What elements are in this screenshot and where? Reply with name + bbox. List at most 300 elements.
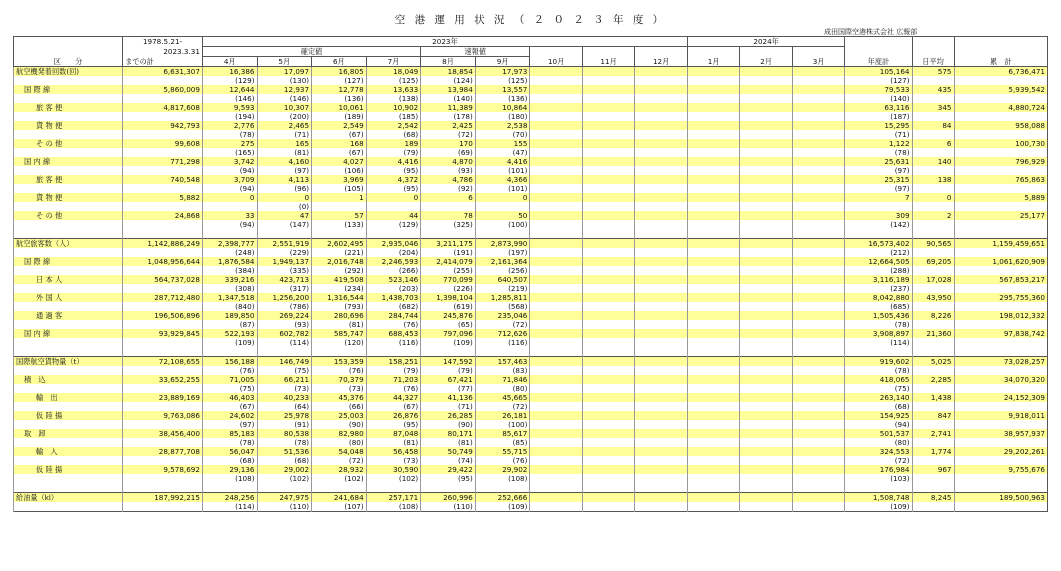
percent-row: [14, 502, 1048, 512]
month-value: [530, 447, 582, 456]
month-percent: [687, 284, 739, 293]
month-value: 55,715: [475, 447, 530, 456]
cum-blank: [123, 502, 203, 512]
month-value: [582, 257, 634, 266]
month-value: [740, 103, 792, 112]
month-percent: [792, 320, 844, 329]
month-percent: (197): [475, 248, 530, 257]
month-percent: (80): [475, 384, 530, 393]
total-blank: [954, 112, 1048, 121]
month-percent: (219): [475, 284, 530, 293]
month-value: [740, 121, 792, 130]
month-percent: [530, 184, 582, 193]
cum-before-value: 93,929,845: [123, 329, 203, 338]
month-value: [635, 311, 688, 320]
month-percent: [530, 248, 582, 257]
month-value: 71,005: [202, 375, 257, 384]
daily-avg-value: 6: [912, 139, 954, 148]
spacer-cell: [14, 483, 123, 493]
month-percent: [687, 112, 739, 121]
month-value: [530, 329, 582, 338]
month-percent: (146): [257, 94, 312, 103]
month-percent: (90): [312, 420, 367, 429]
header-row: [14, 47, 1048, 57]
month-percent: [530, 284, 582, 293]
month-percent: [582, 220, 634, 229]
month-percent: (136): [475, 94, 530, 103]
month-percent: [792, 474, 844, 483]
header-cum-range-start: 1978.5.21-: [123, 37, 203, 47]
month-percent: [792, 338, 844, 347]
month-percent: (129): [366, 220, 421, 229]
month-value: 770,099: [421, 275, 476, 284]
month-value: 3,211,175: [421, 239, 476, 249]
cum-blank: [123, 112, 203, 121]
month-percent: [635, 456, 688, 465]
month-percent: (234): [312, 284, 367, 293]
daily-avg-value: 2: [912, 211, 954, 220]
month-value: 26,181: [475, 411, 530, 420]
data-row: [14, 447, 1048, 456]
cum-before-value: 24,868: [123, 211, 203, 220]
avg-blank: [912, 474, 954, 483]
fy-total-value: 25,315: [845, 175, 912, 184]
month-value: [582, 121, 634, 130]
month-value: [582, 411, 634, 420]
month-percent: (165): [202, 148, 257, 157]
month-value: [687, 429, 739, 438]
month-value: 71,203: [366, 375, 421, 384]
cumulative-value: 97,838,742: [954, 329, 1048, 338]
header-avg-blank: [912, 47, 954, 57]
total-blank: [954, 302, 1048, 311]
month-value: 260,996: [421, 493, 476, 503]
month-percent: (91): [257, 420, 312, 429]
month-value: [687, 103, 739, 112]
daily-avg-value: 1,438: [912, 393, 954, 402]
month-percent: [687, 130, 739, 139]
month-percent: [635, 248, 688, 257]
percent-row: [14, 220, 1048, 229]
month-value: [740, 85, 792, 94]
month-value: 12,778: [312, 85, 367, 94]
cum-blank: [123, 266, 203, 275]
month-value: [530, 311, 582, 320]
month-value: 50,749: [421, 447, 476, 456]
month-value: [582, 239, 634, 249]
month-value: [635, 175, 688, 184]
month-value: 46,403: [202, 393, 257, 402]
cumulative-value: 4,880,724: [954, 103, 1048, 112]
month-value: [635, 447, 688, 456]
percent-row: [14, 248, 1048, 257]
header-blank: [740, 47, 792, 57]
month-percent: (619): [421, 302, 476, 311]
month-value: [740, 329, 792, 338]
month-percent: (81): [312, 320, 367, 329]
month-percent: [530, 384, 582, 393]
month-percent: (100): [475, 220, 530, 229]
month-value: [530, 411, 582, 420]
data-row: [14, 393, 1048, 402]
month-percent: [740, 76, 792, 85]
month-percent: (120): [312, 338, 367, 347]
fy-total-value: 418,065: [845, 375, 912, 384]
row-label-blank: [14, 402, 123, 411]
percent-row: [14, 184, 1048, 193]
spacer-cell: [912, 347, 954, 357]
month-value: [582, 329, 634, 338]
month-value: [792, 175, 844, 184]
month-percent: (76): [202, 366, 257, 375]
month-value: 66,211: [257, 375, 312, 384]
spacer-cell: [202, 483, 257, 493]
percent-row: [14, 474, 1048, 483]
total-blank: [954, 384, 1048, 393]
month-percent: (102): [312, 474, 367, 483]
month-value: [635, 275, 688, 284]
month-value: 2,414,079: [421, 257, 476, 266]
spacer-cell: [687, 229, 739, 239]
month-percent: (72): [475, 402, 530, 411]
month-value: [635, 493, 688, 503]
cum-before-value: 72,108,655: [123, 357, 203, 367]
percent-row: [14, 166, 1048, 175]
month-percent: [740, 184, 792, 193]
data-row: [14, 257, 1048, 266]
total-blank: [954, 248, 1048, 257]
data-row: [14, 411, 1048, 420]
fy-percent: (78): [845, 148, 912, 157]
fy-percent: (80): [845, 438, 912, 447]
row-label: そ の 他: [14, 139, 123, 148]
fy-total-value: 1,508,748: [845, 493, 912, 503]
month-percent: [530, 366, 582, 375]
cumulative-value: 73,028,257: [954, 357, 1048, 367]
month-percent: (114): [257, 338, 312, 347]
month-value: [635, 357, 688, 367]
avg-blank: [912, 502, 954, 512]
data-row: [14, 465, 1048, 474]
month-percent: [582, 248, 634, 257]
data-row: [14, 121, 1048, 130]
month-value: 585,747: [312, 329, 367, 338]
month-percent: [635, 130, 688, 139]
month-percent: [740, 366, 792, 375]
month-percent: (72): [475, 320, 530, 329]
month-value: 71,846: [475, 375, 530, 384]
month-value: [687, 193, 739, 202]
month-percent: [687, 166, 739, 175]
month-percent: (840): [202, 302, 257, 311]
month-percent: [740, 302, 792, 311]
avg-blank: [912, 302, 954, 311]
month-value: 4,113: [257, 175, 312, 184]
header-fy-blank: [845, 47, 912, 57]
fy-total-value: 1,122: [845, 139, 912, 148]
month-value: [740, 139, 792, 148]
month-value: 17,973: [475, 67, 530, 77]
month-percent: (97): [202, 420, 257, 429]
data-row: [14, 493, 1048, 503]
month-percent: (136): [312, 94, 367, 103]
data-row: [14, 429, 1048, 438]
month-value: 11,389: [421, 103, 476, 112]
row-label-blank: [14, 502, 123, 512]
month-percent: [635, 438, 688, 447]
month-percent: [687, 302, 739, 311]
month-value: 1,316,544: [312, 293, 367, 302]
header-blank: [530, 47, 582, 57]
month-percent: [687, 76, 739, 85]
month-percent: (317): [257, 284, 312, 293]
spacer-cell: [14, 347, 123, 357]
month-percent: (325): [421, 220, 476, 229]
month-percent: [530, 130, 582, 139]
month-value: 4,870: [421, 157, 476, 166]
month-value: 158,251: [366, 357, 421, 367]
month-value: 2,551,919: [257, 239, 312, 249]
month-percent: [792, 148, 844, 157]
month-value: [530, 103, 582, 112]
month-value: [687, 393, 739, 402]
month-value: [530, 375, 582, 384]
header-month: 5月: [257, 57, 312, 67]
month-percent: (140): [421, 94, 476, 103]
row-label-blank: [14, 284, 123, 293]
month-value: [687, 375, 739, 384]
daily-avg-value: 967: [912, 465, 954, 474]
header-label-cell: [14, 47, 123, 57]
month-percent: [530, 402, 582, 411]
row-label-blank: [14, 384, 123, 393]
month-value: [530, 257, 582, 266]
header-blank: [792, 47, 844, 57]
cum-blank: [123, 148, 203, 157]
month-percent: [582, 202, 634, 211]
month-value: [740, 175, 792, 184]
spacer-cell: [582, 229, 634, 239]
month-value: 2,935,046: [366, 239, 421, 249]
cum-before-value: 4,817,608: [123, 103, 203, 112]
month-value: [582, 493, 634, 503]
month-percent: (93): [257, 320, 312, 329]
month-value: 25,978: [257, 411, 312, 420]
cumulative-value: 765,863: [954, 175, 1048, 184]
month-value: 50: [475, 211, 530, 220]
header-label-cell: [14, 37, 123, 47]
month-percent: (110): [257, 502, 312, 512]
month-percent: (65): [421, 320, 476, 329]
percent-row: [14, 438, 1048, 447]
spacer-cell: [257, 483, 312, 493]
spacer-cell: [312, 229, 367, 239]
month-percent: [687, 420, 739, 429]
fy-percent: (71): [845, 130, 912, 139]
month-percent: (786): [257, 302, 312, 311]
data-row: [14, 293, 1048, 302]
cum-blank: [123, 76, 203, 85]
month-percent: [635, 302, 688, 311]
month-percent: [687, 402, 739, 411]
month-value: 29,902: [475, 465, 530, 474]
month-value: [792, 429, 844, 438]
month-percent: [792, 384, 844, 393]
month-percent: [687, 220, 739, 229]
cum-before-value: 740,548: [123, 175, 203, 184]
month-value: [792, 275, 844, 284]
month-value: [687, 121, 739, 130]
row-label-blank: [14, 202, 123, 211]
row-label: 取 卸: [14, 429, 123, 438]
spacer-cell: [912, 483, 954, 493]
fy-total-value: 263,140: [845, 393, 912, 402]
month-value: 4,416: [475, 157, 530, 166]
percent-row: [14, 76, 1048, 85]
fy-percent: (140): [845, 94, 912, 103]
total-blank: [954, 76, 1048, 85]
daily-avg-value: 69,205: [912, 257, 954, 266]
month-value: [635, 103, 688, 112]
month-value: 0: [475, 193, 530, 202]
month-percent: (147): [257, 220, 312, 229]
month-percent: (248): [202, 248, 257, 257]
month-percent: [792, 266, 844, 275]
fy-total-value: 7: [845, 193, 912, 202]
month-percent: (138): [366, 94, 421, 103]
cum-blank: [123, 384, 203, 393]
month-value: 339,216: [202, 275, 257, 284]
cum-blank: [123, 184, 203, 193]
month-value: 56,047: [202, 447, 257, 456]
month-percent: [687, 474, 739, 483]
fy-percent: (103): [845, 474, 912, 483]
month-percent: [687, 502, 739, 512]
month-percent: (96): [257, 184, 312, 193]
month-percent: [530, 166, 582, 175]
month-value: 4,366: [475, 175, 530, 184]
month-percent: [202, 202, 257, 211]
month-percent: [687, 384, 739, 393]
header-cumulative: 累 計: [954, 57, 1048, 67]
total-blank: [954, 320, 1048, 329]
month-value: 30,590: [366, 465, 421, 474]
month-percent: [792, 402, 844, 411]
month-value: 10,864: [475, 103, 530, 112]
cum-blank: [123, 456, 203, 465]
cumulative-value: 24,152,309: [954, 393, 1048, 402]
fy-percent: (72): [845, 456, 912, 465]
month-value: [582, 429, 634, 438]
cum-before-value: 33,652,255: [123, 375, 203, 384]
spacer-cell: [14, 229, 123, 239]
month-value: [582, 211, 634, 220]
spacer-cell: [635, 483, 688, 493]
avg-blank: [912, 130, 954, 139]
row-label-blank: [14, 366, 123, 375]
row-label: 旅 客 便: [14, 175, 123, 184]
header-month: 4月: [202, 57, 257, 67]
month-value: [792, 193, 844, 202]
spacer-cell: [792, 229, 844, 239]
cumulative-value: 5,939,542: [954, 85, 1048, 94]
month-value: [530, 465, 582, 474]
month-percent: [792, 302, 844, 311]
percent-row: [14, 338, 1048, 347]
spacer-cell: [582, 483, 634, 493]
month-value: [582, 85, 634, 94]
row-label-blank: [14, 130, 123, 139]
month-value: 423,713: [257, 275, 312, 284]
daily-avg-value: 21,360: [912, 329, 954, 338]
fy-total-value: 8,042,880: [845, 293, 912, 302]
month-percent: [740, 502, 792, 512]
month-percent: (81): [366, 438, 421, 447]
percent-row: [14, 402, 1048, 411]
month-value: [582, 103, 634, 112]
fy-total-value: 12,664,505: [845, 257, 912, 266]
month-value: 26,285: [421, 411, 476, 420]
month-percent: [740, 202, 792, 211]
month-value: [792, 493, 844, 503]
month-percent: [792, 202, 844, 211]
month-value: [687, 175, 739, 184]
cumulative-value: 5,889: [954, 193, 1048, 202]
month-value: 17,097: [257, 67, 312, 77]
month-value: 54,048: [312, 447, 367, 456]
month-percent: [740, 148, 792, 157]
month-value: 2,549: [312, 121, 367, 130]
month-value: 419,508: [312, 275, 367, 284]
month-value: 82,980: [312, 429, 367, 438]
month-percent: (308): [202, 284, 257, 293]
fy-total-value: 63,116: [845, 103, 912, 112]
month-value: 0: [366, 193, 421, 202]
percent-row: [14, 366, 1048, 375]
month-value: 2,398,777: [202, 239, 257, 249]
month-percent: (92): [421, 184, 476, 193]
percent-row: [14, 384, 1048, 393]
daily-avg-value: 435: [912, 85, 954, 94]
percent-row: [14, 148, 1048, 157]
month-percent: (109): [202, 338, 257, 347]
month-value: 797,096: [421, 329, 476, 338]
total-blank: [954, 148, 1048, 157]
cum-blank: [123, 366, 203, 375]
month-value: [530, 429, 582, 438]
month-percent: (73): [312, 384, 367, 393]
month-value: [635, 465, 688, 474]
month-value: 2,425: [421, 121, 476, 130]
fy-total-value: 25,631: [845, 157, 912, 166]
month-percent: [635, 112, 688, 121]
month-percent: (68): [257, 456, 312, 465]
month-value: 4,160: [257, 157, 312, 166]
month-percent: [687, 366, 739, 375]
month-value: [635, 329, 688, 338]
table-body: [14, 37, 1048, 512]
month-percent: [792, 94, 844, 103]
month-percent: (105): [312, 184, 367, 193]
month-value: 602,782: [257, 329, 312, 338]
spacer-cell: [912, 229, 954, 239]
month-value: 18,854: [421, 67, 476, 77]
month-value: [530, 239, 582, 249]
cum-blank: [123, 202, 203, 211]
month-percent: (73): [257, 384, 312, 393]
cum-before-value: 1,142,886,249: [123, 239, 203, 249]
month-value: [740, 447, 792, 456]
